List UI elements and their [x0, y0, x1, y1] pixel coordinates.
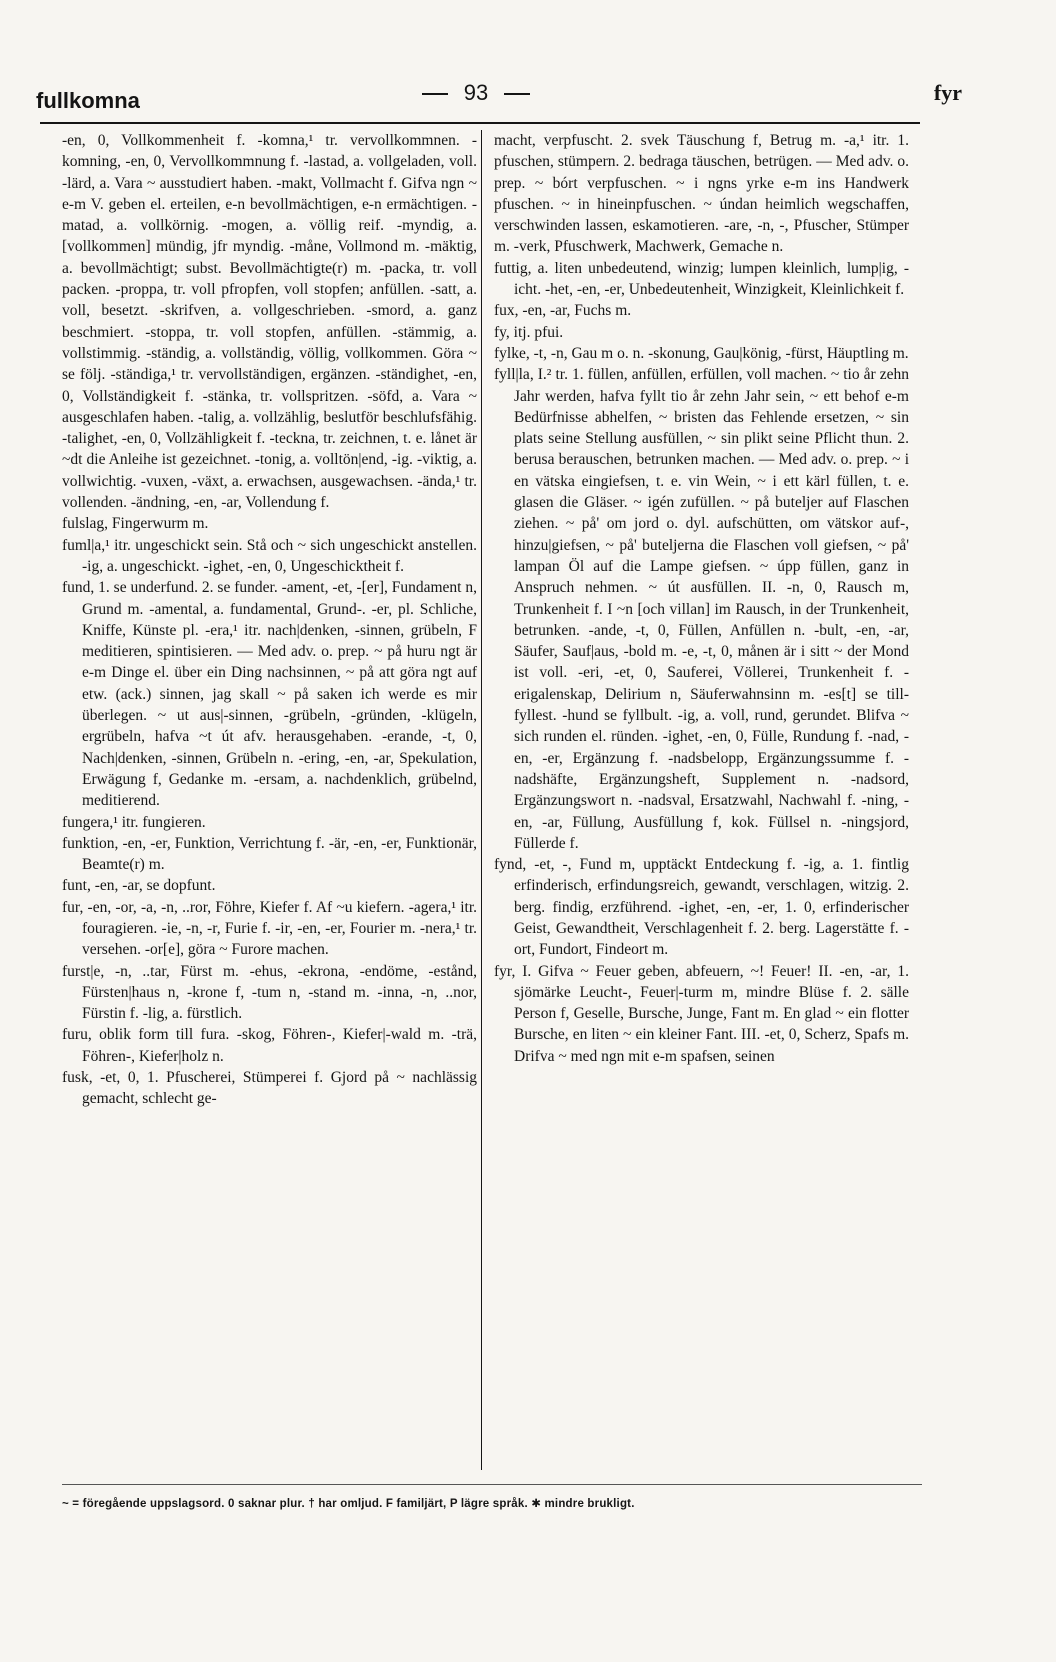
entry-furu: furu, oblik form till fura. -skog, Föhren-, Kiefer|-wald m. -trä, Föhren-, Kiefer|holz n. — [62, 1026, 477, 1065]
entry-fynd: fynd, -et, -, Fund m, upptäckt Entdeckung f. -ig, a. 1. fintlig erfinderisch, erfindungsreich, gewandt, verschlagen, witzig. 2. berg. findig, erzführend. -ighet, -en, -er, 1. 0, erfinderischer Geist, Gewandtheit, Verschlagenheit f. 2. berg. Lagerstätte f. -ort, Fundort, Findeort m. — [494, 856, 909, 959]
entry-fylke: fylke, -t, -n, Gau m o. n. -skonung, Gau|könig, -fürst, Häuptling m. — [494, 344, 909, 362]
entry-fund: fund, 1. se underfund. 2. se funder. -ament, -et, -[er], Fundament n, Grund m. -amental, a. fundamental, Grund-. -er, pl. Schliche, Kniffe, Künste pl. -era,¹ itr. nach|denken, -sinnen, grübeln, F meditieren, spintisieren. — Med adv. o. prep. ~ på huru ngt är e-m Dinge el. über ein Ding nachsinnen, ~ på att göra ngt auf etw. (ack.) sinnen, jag skall ~ på saken ich werde es mir überlegen. ~ ut aus|-sinnen, -grübeln, -gründen, -klügeln, ergrübeln, hafva ~t út afv. herausgehaben. -erande, -t, 0, Nach|denken, -sinnen, Grübeln n. -ering, -en, -ar, Spekulation, Erwägung f, Gedanke m. -ersam, a. nachdenklich, grübelnd, meditierend. — [62, 579, 477, 810]
entry-fullkomna-continuation: -en, 0, Vollkommenheit f. -komna,¹ tr. vervollkommnen. -komning, -en, 0, Vervollkommnung f. -lastad, a. vollgeladen, voll. -lärd, a. Vara ~ ausstudiert haben. -makt, Vollmacht f. Gifva ngn ~ e-m V. geben el. erteilen, e-n bevollmächtigen, e-n ermächtigen. -matad, a. vollkörnig. -mogen, a. völlig reif. -myndig, a. [vollkommen] mündig, jfr myndig. -måne, Vollmond m. -mäktig, a. bevollmächtigt; subst. Bevollmächtigte(r) m. -packa, tr. voll packen. -proppa, tr. voll pfropfen, voll stopfen; anfüllen. -satt, a. voll, besetzt. -skrifven, a. vollgeschrieben. -smord, a. ganz beschmiert. -stoppa, tr. voll stopfen, anfüllen. -stämmig, a. vollstimmig. -ständig, a. vollständig, völlig, vollkommen. Göra ~ se följ. -ständiga,¹ tr. vervollständigen, ergänzen. -ständighet, -en, 0, Vollständigkeit f. -stänka, tr. vollspritzen. -söfd, a. Vara ~ ausgeschlafen haben. -talig, a. vollzählig, beslutför beschlufsfähig. -talighet, -en, 0, Vollzähligkeit f. -teckna, tr. zeichnen, t. e. lånet är ~dt die Anleihe ist gezeichnet. -tonig, a. volltön|end, -ig. -viktig, a. vollwichtig. -vuxen, -växt, a. erwachsen, ausgewachsen. -ända,¹ tr. vollenden. -ändning, -en, -ar, Vollendung f. — [62, 132, 477, 512]
entry-futtig: futtig, a. liten unbedeutend, winzig; lumpen kleinlich, lump|ig, -icht. -het, -en, -er, Unbedeutenheit, Winzigkeit, Kleinlichkeit f. — [494, 259, 909, 299]
dash-right — [504, 93, 530, 95]
header-rule — [40, 122, 920, 124]
entry-fy: fy, itj. pfui. — [494, 323, 564, 341]
entry-funt: funt, -en, -ar, se dopfunt. — [62, 877, 216, 895]
entry-fylla: fyll|la, I.² tr. 1. füllen, anfüllen, erfüllen, voll machen. ~ tio år zehn Jahr werden, hafva fyllt tio år zehn Jahr sein, ~ ett behof e-m Bedürfnisse abhelfen, ~ bristen das Fehlende ersetzen, ~ sin plats seine Stellung ausfüllen, ~ sin plikt seine Pflicht thun. 2. berusa berauschen, betrunken machen. — Med adv. o. prep. ~ i en vätska eingiefsen, t. e. vin Wein, ~ i ett kärl füllen, t. e. glasen die Gläser. ~ igén zufüllen. ~ på buteljer auf Flaschen ziehen. ~ på' om jord o. dyl. aufschütten, om vätskor auf-, hinzu|giefsen, ~ på' buteljerna die Flaschen voll giefsen, ~ på' lampan Öl auf die Lampe giefsen. ~ úpp füllen, ganz in Anspruch nehmen. ~ út ausfüllen. II. -n, 0, Rausch m, Trunkenheit f. I ~n [och villan] im Rausch, in der Trunkenheit, betrunken. -ande, -t, 0, Füllen, Anfüllen n. -bult, -en, -ar, Säufer, Sauf|aus, -bold m. -e, -t, 0, månen är i sitt ~ der Mond ist voll. -eri, -et, 0, Sauferei, Völlerei, Trunkenheit f. -erigalenskap, Delirium n, Säuferwahnsinn m. -es[t] se till-fyllest. -hund se fyllbult. -ig, a. voll, rund, gerundet. Blifva ~ sich runden el. ründen. -ighet, -en, 0, Fülle, Rundung f. -nad, -en, -er, Ergänzung f. -nadsbelopp, Ergänzungssumme f. -nadshäfte, Ergänzungsheft, Supplement n. -nadsord, Ergänzungswort n. -nadsval, Ersatzwahl, Nachwahl f. -ning, -en, -ar, Füllung, Ausfüllung f, kok. Füllsel n. -ningsjord, Füllerde f. — [494, 366, 909, 852]
page-header — [36, 80, 962, 120]
entry-furste: furst|e, -n, ..tar, Fürst m. -ehus, -ekrona, -endöme, -estånd, Fürsten|haus n, -krone f, -tum n, -stand m. -inna, -n, ..nor, Fürstin f. -lig, a. fürstlich. — [62, 962, 477, 1023]
entry-funktion: funktion, -en, -er, Funktion, Verrichtung f. -är, -en, -er, Funktionär, Beamte(r) m. — [62, 834, 477, 874]
dash-left — [422, 93, 448, 95]
column-divider — [481, 130, 482, 1470]
entry-fulslag: fulslag, Fingerwurm m. — [62, 515, 209, 533]
footer-rule — [62, 1484, 922, 1485]
entry-fux: fux, -en, -ar, Fuchs m. — [494, 302, 632, 320]
right-column — [494, 130, 909, 1067]
left-running-headword: fullkomna — [36, 88, 140, 113]
page-number: 93 — [463, 80, 489, 105]
abbreviation-legend: ~ = föregående uppslagsord. 0 saknar plur. † har omljud. F familjärt, P lägre språk. ✱ mindre brukligt. — [62, 1498, 635, 1510]
right-running-headword: fyr — [933, 80, 962, 105]
left-column — [62, 130, 477, 1110]
entry-fungera: fungera,¹ itr. fungieren. — [62, 813, 206, 831]
entry-fusk-continuation: macht, verpfuscht. 2. svek Täuschung f, Betrug m. -a,¹ itr. 1. pfuschen, stümpern. 2. bedraga täuschen, betrügen. — Med adv. o. prep. ~ bórt verpfuschen. ~ i ngns yrke e-m ins Handwerk pfuschen. ~ in hineinpfuschen. ~ úndan heimlich wegschaffen, verschwinden lassen, eskamotieren. -are, -n, -, Pfuscher, Stümper m. -verk, Pfuschwerk, Machwerk, Gemache n. — [494, 132, 909, 256]
entry-fusk: fusk, -et, 0, 1. Pfuscherei, Stümperei f. Gjord på ~ nachlässig gemacht, schlecht ge- — [62, 1069, 477, 1108]
entry-fur: fur, -en, -or, -a, -n, ..ror, Föhre, Kiefer f. Af ~u kiefern. -agera,¹ itr. fouragieren. -ie, -n, -r, Furie f. -ir, -en, -er, Fourier m. -nera,¹ tr. versehen. -or[e], göra ~ Furore machen. — [62, 898, 477, 959]
entry-fumla: fuml|a,¹ itr. ungeschickt sein. Stå och ~ sich ungeschickt anstellen. -ig, a. ungeschickt. -ighet, -en, 0, Ungeschicktheit f. — [62, 536, 477, 575]
entry-fyr: fyr, I. Gifva ~ Feuer geben, abfeuern, ~! Feuer! II. -en, -ar, 1. sjömärke Leucht-, Feuer|-turm m, mindre Blüse f. 2. sälle Person f, Geselle, Bursche, Junge, Fant m. En glad ~ ein flotter Bursche, en liten ~ ein kleiner Fant. III. -et, 0, Scherz, Spafs m. Drifva ~ med ngn mit e-m spafsen, seinen — [494, 962, 909, 1065]
page-number-block — [36, 80, 916, 106]
